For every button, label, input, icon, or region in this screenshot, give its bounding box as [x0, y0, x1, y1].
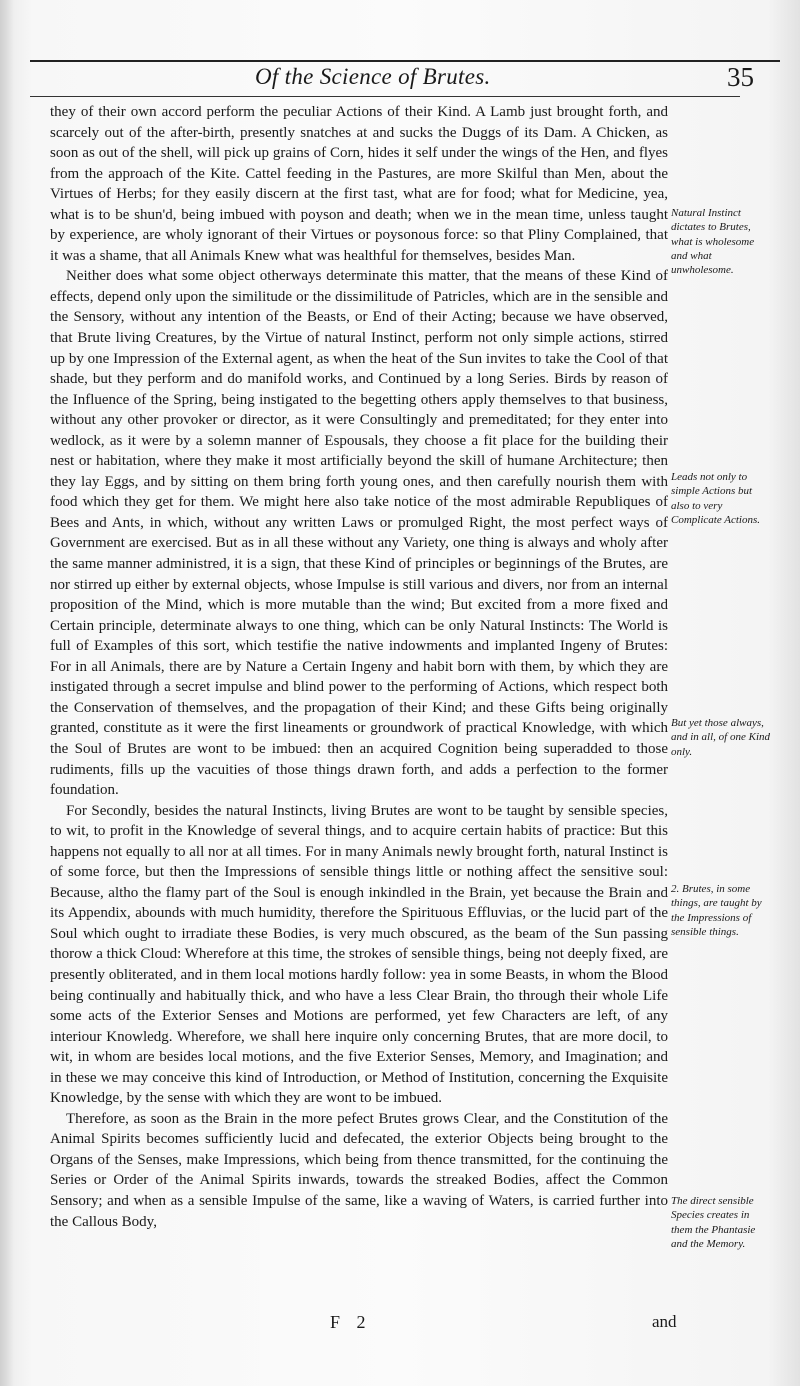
side-note-one-kind: But yet those always, and in all, of one Kind only. — [671, 717, 770, 758]
side-note-natural-instinct: Natural Instinct dictates to Brutes, what is wholesome and what unwholesome. — [671, 207, 755, 277]
running-title: Of the Science of Brutes. — [255, 64, 491, 89]
paragraph-3: For Secondly, besides the natural Instincts, living Brutes are wont to be taught by sensible species, to wit, to profit in the Knowledge of several things, and to acquire certain habits of practice: But this happens not equally to all nor at all times. For in many Animals newly brought forth, natural Instinct is of some force, but then the Impressions of sensible things little or nothing affect the sensitive soul: Because, altho the flamy part of the Soul is enough inkindled in the Brain, yet because the Brain and its Appendix, abounds with much humidity, therefore the Spirituous Effluvias, or the lucid part of the Soul which ought to irradiate these Bodies, is very much obscured, as the beam of the Sun passing thorow a thick Cloud: Wherefore at this time, the strokes of sensible things, being not deeply fixed, are presently obliterated, and in them local motions hardly follow: yea in some Beasts, in whom the Blood being continually and habitually thick, and who have a less Clear Brain, tho through their whole Life some acts of the Exterior Senses and Motions are performed, yet few Characters are left, of any interiour Knowledg. Wherefore, we shall here inquire only concerning Brutes, that are more docil, to wit, in whom are besides local motions, and the five Exterior Senses, Memory, and Imagination; and in these we may conceive this kind of Introduction, or Method of Institution, concerning the Exquisite Knowledge, by the sense with which they are wont to be imbued. — [50, 802, 668, 1107]
paragraph-4: Therefore, as soon as the Brain in the more pefect Brutes grows Clear, and the Constitution of the Animal Spirits becomes sufficiently lucid and defecated, the exterior Objects being brought to the Organs of the Senses, make Impressions, which being from thence transmitted, for the continuing the Series or Order of the Animal Spirits inwards, towards the streaked Bodies, affect the Common Sensory; and when as a sensible Impulse of the same, like a waving of Waters, is carried further into the Callous Body, — [50, 1110, 668, 1230]
paragraph-1: they of their own accord perform the peculiar Actions of their Kind. A Lamb just brought forth, and scarcely out of the after-birth, presently snatches at and sucks the Duggs of its Dam. A Chicken, as soon as out of the shell, will pick up grains of Corn, hides it self under the wings of the Hen, and flyes from the approach of the Kite. Cattel feeding in the Pastures, are more Skilful than Men, about the Virtues of Herbs; for they easily discern at the first tast, what are for food; what for Medicine, yea, what is to be shun'd, being imbued with poyson and death; when we in the mean time, unless taught by experience, are wholy ignorant of their Virtues or poysonous force: so that Pliny Complained, that it was a shame, that all Animals Knew what was healthful for themselves, besides Man. — [50, 104, 668, 264]
side-note-complicate-actions: Leads not only to simple Actions but also to very Complicate Actions. — [671, 471, 761, 526]
side-note-phantasie-memory: The direct sensible Species creates in them the Phantasie and the Memory. — [671, 1195, 756, 1250]
catchword: and — [652, 1312, 677, 1331]
signature-mark: F 2 — [330, 1312, 372, 1332]
page-footer — [0, 1308, 800, 1348]
main-text — [50, 102, 668, 1307]
page-number: 35 — [727, 62, 754, 92]
page-edge-shadow — [0, 0, 14, 1386]
running-head — [0, 62, 800, 98]
side-note-brutes-taught: 2. Brutes, in some things, are taught by the Impressions of sensible things. — [671, 883, 762, 938]
head-rule — [30, 96, 740, 97]
paragraph-2: Neither does what some object otherways determinate this matter, that the means of these Kind of effects, depend only upon the similitude or the dissimilitude of Patricles, which are in the sensible and the Sensory, without any intention of the Beasts, or End of their Acting; because we have observed, that Brute living Creatures, by the Virtue of natural Instinct, perform not only simple actions, stirred up by one Impression of the External agent, as when the heat of the Sun invites to take the Cool of that shade, but they perform and do manifold works, and Continued by a long Series. Birds by reason of the Influence of the Spring, being instigated to the begetting others apply themselves to that business, without any other provoker or director, as it were Consultingly and premeditated; for they enter into wedlock, as it were by a solemn manner of Espousals, they choose a fit place for the building their nest or habitation, where they make it most artificially beyond the skill of humane Architecture; then they lay Eggs, and by sitting on them bring forth young ones, and then carefully nourish them with food which they get for them. We might here also take notice of the most admirable Republiques of Bees and Ants, in which, without any written Laws or promulged Right, the most perfect ways of Government are exercised. But as in all these without any Variety, one thing is always and wholy after the same manner administred, it is a sign, that these Kind of principles or beginnings of the Brutes, are nor stirred up either by external objects, whose Impulse is still various and divers, nor from an internal proposition of the Mind, which is more mutable than the wind; But excited from a more fixed and Certain principle, determinate always to one thing, which can be only Natural Instincts: The World is full of Examples of this sort, which testifie the native indowments and implanted Ingeny of Brutes: For in all Animals, there are by Nature a Certain Ingeny and habit born with them, by which they are instigated through a secret impulse and blind power to the performing of Actions, which respect both the Conservation of themselves, and the propagation of their Kind; and these Gifts being originally granted, constitute as it were the first lineaments or groundwork of practical Knowledge, with which the Soul of Brutes are wont to be imbued: then an acquired Cognition being superadded to those rudiments, fills up the vacuities of those things drawn forth, and adds a perfection to the former foundation. — [50, 268, 668, 799]
